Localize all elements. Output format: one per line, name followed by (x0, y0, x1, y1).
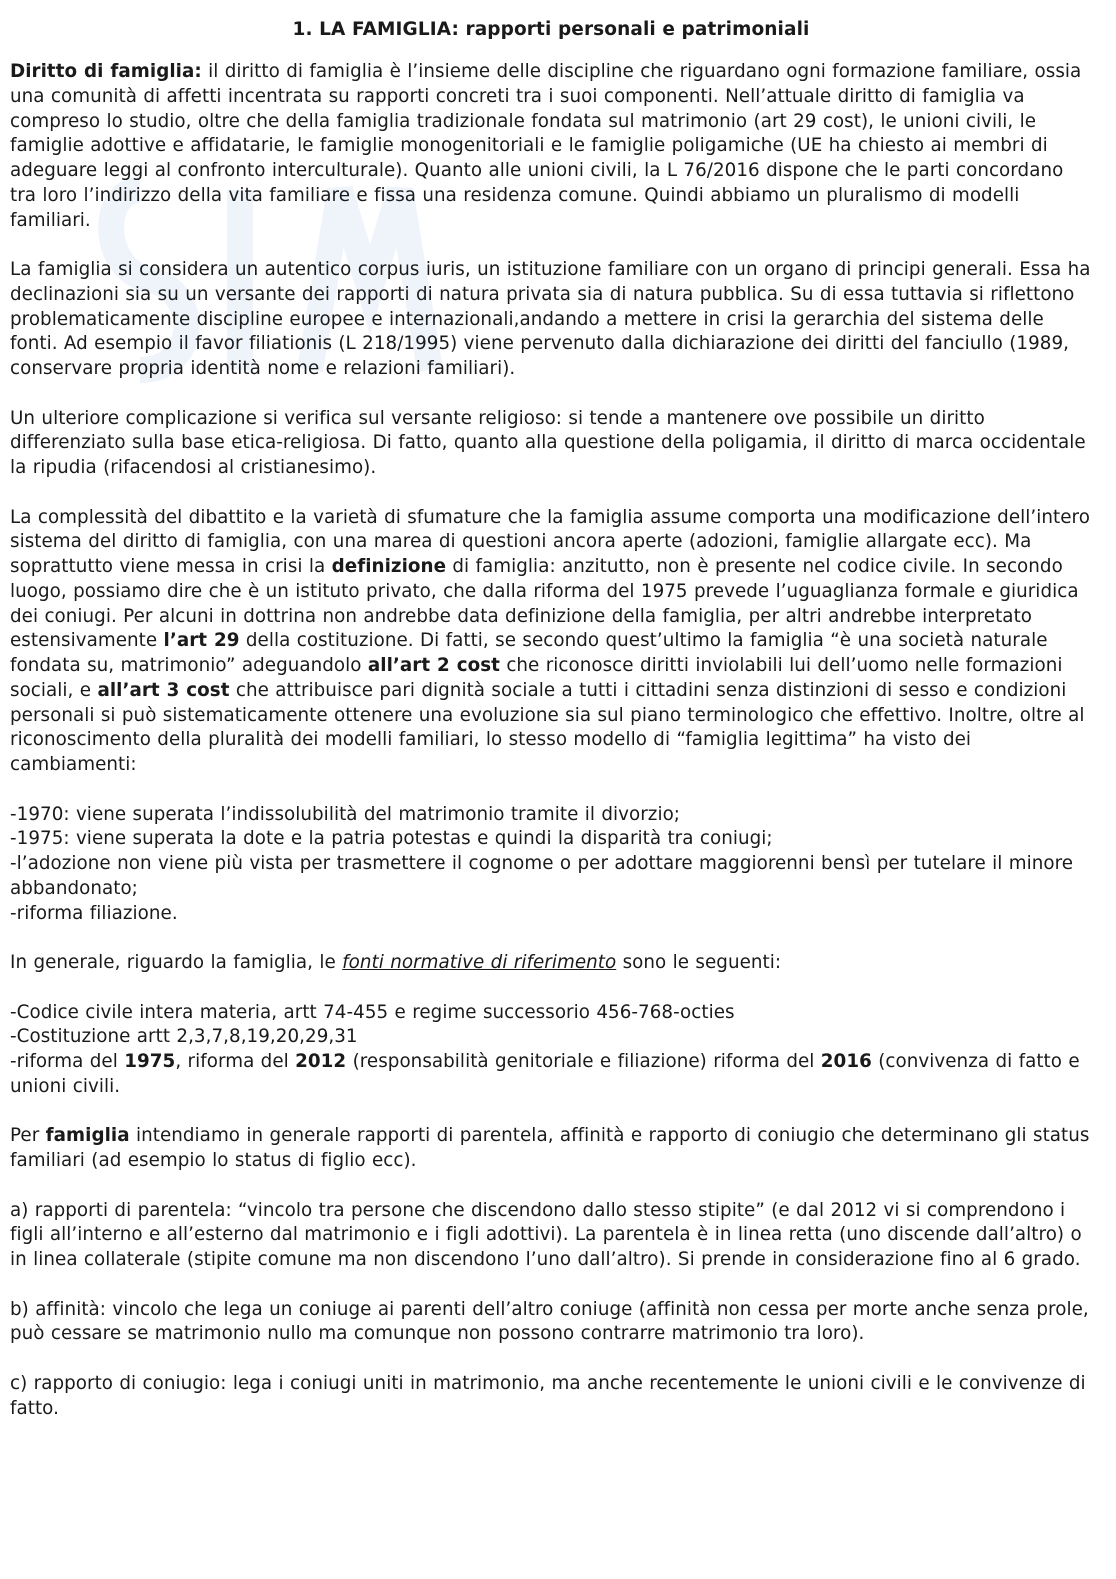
paragraph-diritto-di-famiglia (10, 60, 1092, 233)
document-page (10, 0, 1092, 1421)
paragraph-text: che attribuisce pari dignità sociale a tutti i cittadini senza distinzioni di sesso e condizioni personali si può sistematicamente ottenere una evoluzione sia sul piano terminologico che effettivo. Inoltre, oltre al riconoscimento della pluralità dei modelli familiari, lo stesso modello di “famiglia legittima” ha visto dei cambiamenti: (10, 679, 1085, 775)
paragraph-text: intendiamo in generale rapporti di parentela, affinità e rapporto di coniugio che determinano gli status familiari (ad esempio lo status di figlio ecc). (10, 1125, 1090, 1171)
list-text: (convivenza di fatto e unioni civili. (10, 1051, 1080, 1097)
paragraph-text: che riconosce diritti inviolabili lui dell’uomo nelle formazioni sociali, e (10, 655, 1063, 701)
paragraph-text: La complessità del dibattito e la varietà di sfumature che la famiglia assume comporta una modificazione dell’intero sistema del diritto di famiglia, con una marea di questioni ancora aperte (adozioni, famiglie allargate ecc). Ma soprattutto viene messa in crisi la (10, 506, 1090, 577)
list-text: -riforma del (10, 1051, 125, 1072)
paragraph-coniugio: c) rapporto di coniugio: lega i coniugi uniti in matrimonio, ma anche recentemente le unioni civili e le convivenze di fatto. (10, 1372, 1086, 1419)
term-definizione: definizione (331, 556, 447, 577)
term-art-3: all’art 3 cost (97, 679, 230, 701)
list-item: -Codice civile intera materia, artt 74-455 e regime successorio 456-768-octies (10, 1001, 735, 1023)
list-item (10, 1050, 1092, 1100)
paragraph-affinita: b) affinità: vincolo che lega un coniuge ai parenti dell’altro coniuge (affinità non cessa per morte anche senza prole, può cessare se matrimonio nullo ma comunque non possono contrarre matrimonio tra loro). (10, 1298, 1089, 1345)
paragraph-per-famiglia (10, 1124, 1092, 1174)
list-item: -riforma filiazione. (10, 902, 178, 924)
term-fonti-normative: fonti normative di riferimento (342, 952, 617, 973)
list-item: -Costituzione artt 2,3,7,8,19,20,29,31 (10, 1026, 358, 1048)
paragraph-text: di famiglia: anzitutto, non è presente nel codice civile. In secondo luogo, possiamo dire che è un istituto privato, che dalla riforma del 1975 prevede l’uguaglianza formale e giuridica dei coniugi. Per alcuni in dottrina non andrebbe data definizione della famiglia, per altri andrebbe interpretato estensivamente (10, 556, 1079, 652)
paragraph-parentela: a) rapporti di parentela: “vincolo tra persone che discendono dallo stesso stipite” (e dal 2012 vi si comprendono i figli all’interno e all’esterno dal matrimonio e i figli adottivi). La parentela è in linea retta (uno discende dall’altro) o in linea collaterale (stipite comune ma non discendono l’uno dall’altro). Si prende in considerazione fino al 6 grado. (10, 1199, 1082, 1270)
paragraph-text: della costituzione. Di fatti, se secondo quest’ultimo la famiglia “è una società naturale fondata su, matrimonio” adeguandolo (10, 630, 1048, 676)
year-2016: 2016 (820, 1051, 872, 1072)
document-title: 1. LA FAMIGLIA: rapporti personali e patrimoniali (292, 19, 810, 40)
year-1975: 1975 (124, 1051, 176, 1072)
list-text: (responsabilità genitoriale e filiazione) riforma del (346, 1051, 821, 1072)
term-diritto-di-famiglia: Diritto di famiglia: (10, 61, 202, 82)
paragraph-text: il diritto di famiglia è l’insieme delle discipline che riguardano ogni formazione familiare, ossia una comunità di affetti incentrata su rapporti concreti tra i suoi componenti. Nell’attuale diritto di famiglia va compreso lo studio, oltre che della famiglia tradizionale fondata sul matrimonio (art 29 cost), le unioni civili, le famiglie adottive e affidatarie, le famiglie monogenitoriali e le famiglie poligamiche (UE ha chiesto ai membri di adeguare leggi al confronto interculturale). Quanto alle unioni civili, la L 76/2016 dispone che le parti concordano tra loro l’indirizzo della vita familiare e fissa una residenza comune. Quindi abbiamo un pluralismo di modelli familiari. (10, 61, 1082, 231)
list-item: -1975: viene superata la dote e la patria potestas e quindi la disparità tra coniugi; (10, 828, 773, 850)
list-text: , riforma del (175, 1051, 296, 1072)
term-art-29: l’art 29 (163, 630, 240, 652)
paragraph-text: Per (10, 1125, 46, 1147)
year-2012: 2012 (295, 1051, 347, 1072)
term-famiglia: famiglia (45, 1125, 130, 1147)
list-item: -1970: viene superata l’indissolubilità del matrimonio tramite il divorzio; (10, 803, 681, 825)
paragraph-text: sono le seguenti: (616, 952, 782, 973)
paragraph-complessita (10, 506, 1092, 778)
paragraph-religioso: Un ulteriore complicazione si verifica sul versante religioso: si tende a mantenere ove possibile un diritto differenziato sulla base etica-religiosa. Di fatto, quanto alla questione della poligamia, il diritto di marca occidentale la ripudia (rifacendosi al cristianesimo). (10, 407, 1086, 478)
term-art-2: all’art 2 cost (367, 655, 500, 676)
paragraph-text: In generale, riguardo la famiglia, le (10, 952, 343, 973)
list-item: -l’adozione non viene più vista per trasmettere il cognome o per adottare maggiorenni bensì per tutelare il minore abbandonato; (10, 853, 1074, 899)
paragraph-corpus-iuris: La famiglia si considera un autentico corpus iuris, un istituzione familiare con un organo di principi generali. Essa ha declinazioni sia su un versante dei rapporti di natura privata sia di natura pubblica. Su di essa tuttavia si riflettono problematicamente discipline europee e internazionali,andando a mettere in crisi la gerarchia del sistema delle fonti. Ad esempio il favor filiationis (L 218/1995) viene pervenuto dalla dichiarazione dei diritti del fanciullo (1989, conservare propria identità nome e relazioni familiari). (10, 259, 1091, 379)
paragraph-fonti (10, 951, 1092, 976)
